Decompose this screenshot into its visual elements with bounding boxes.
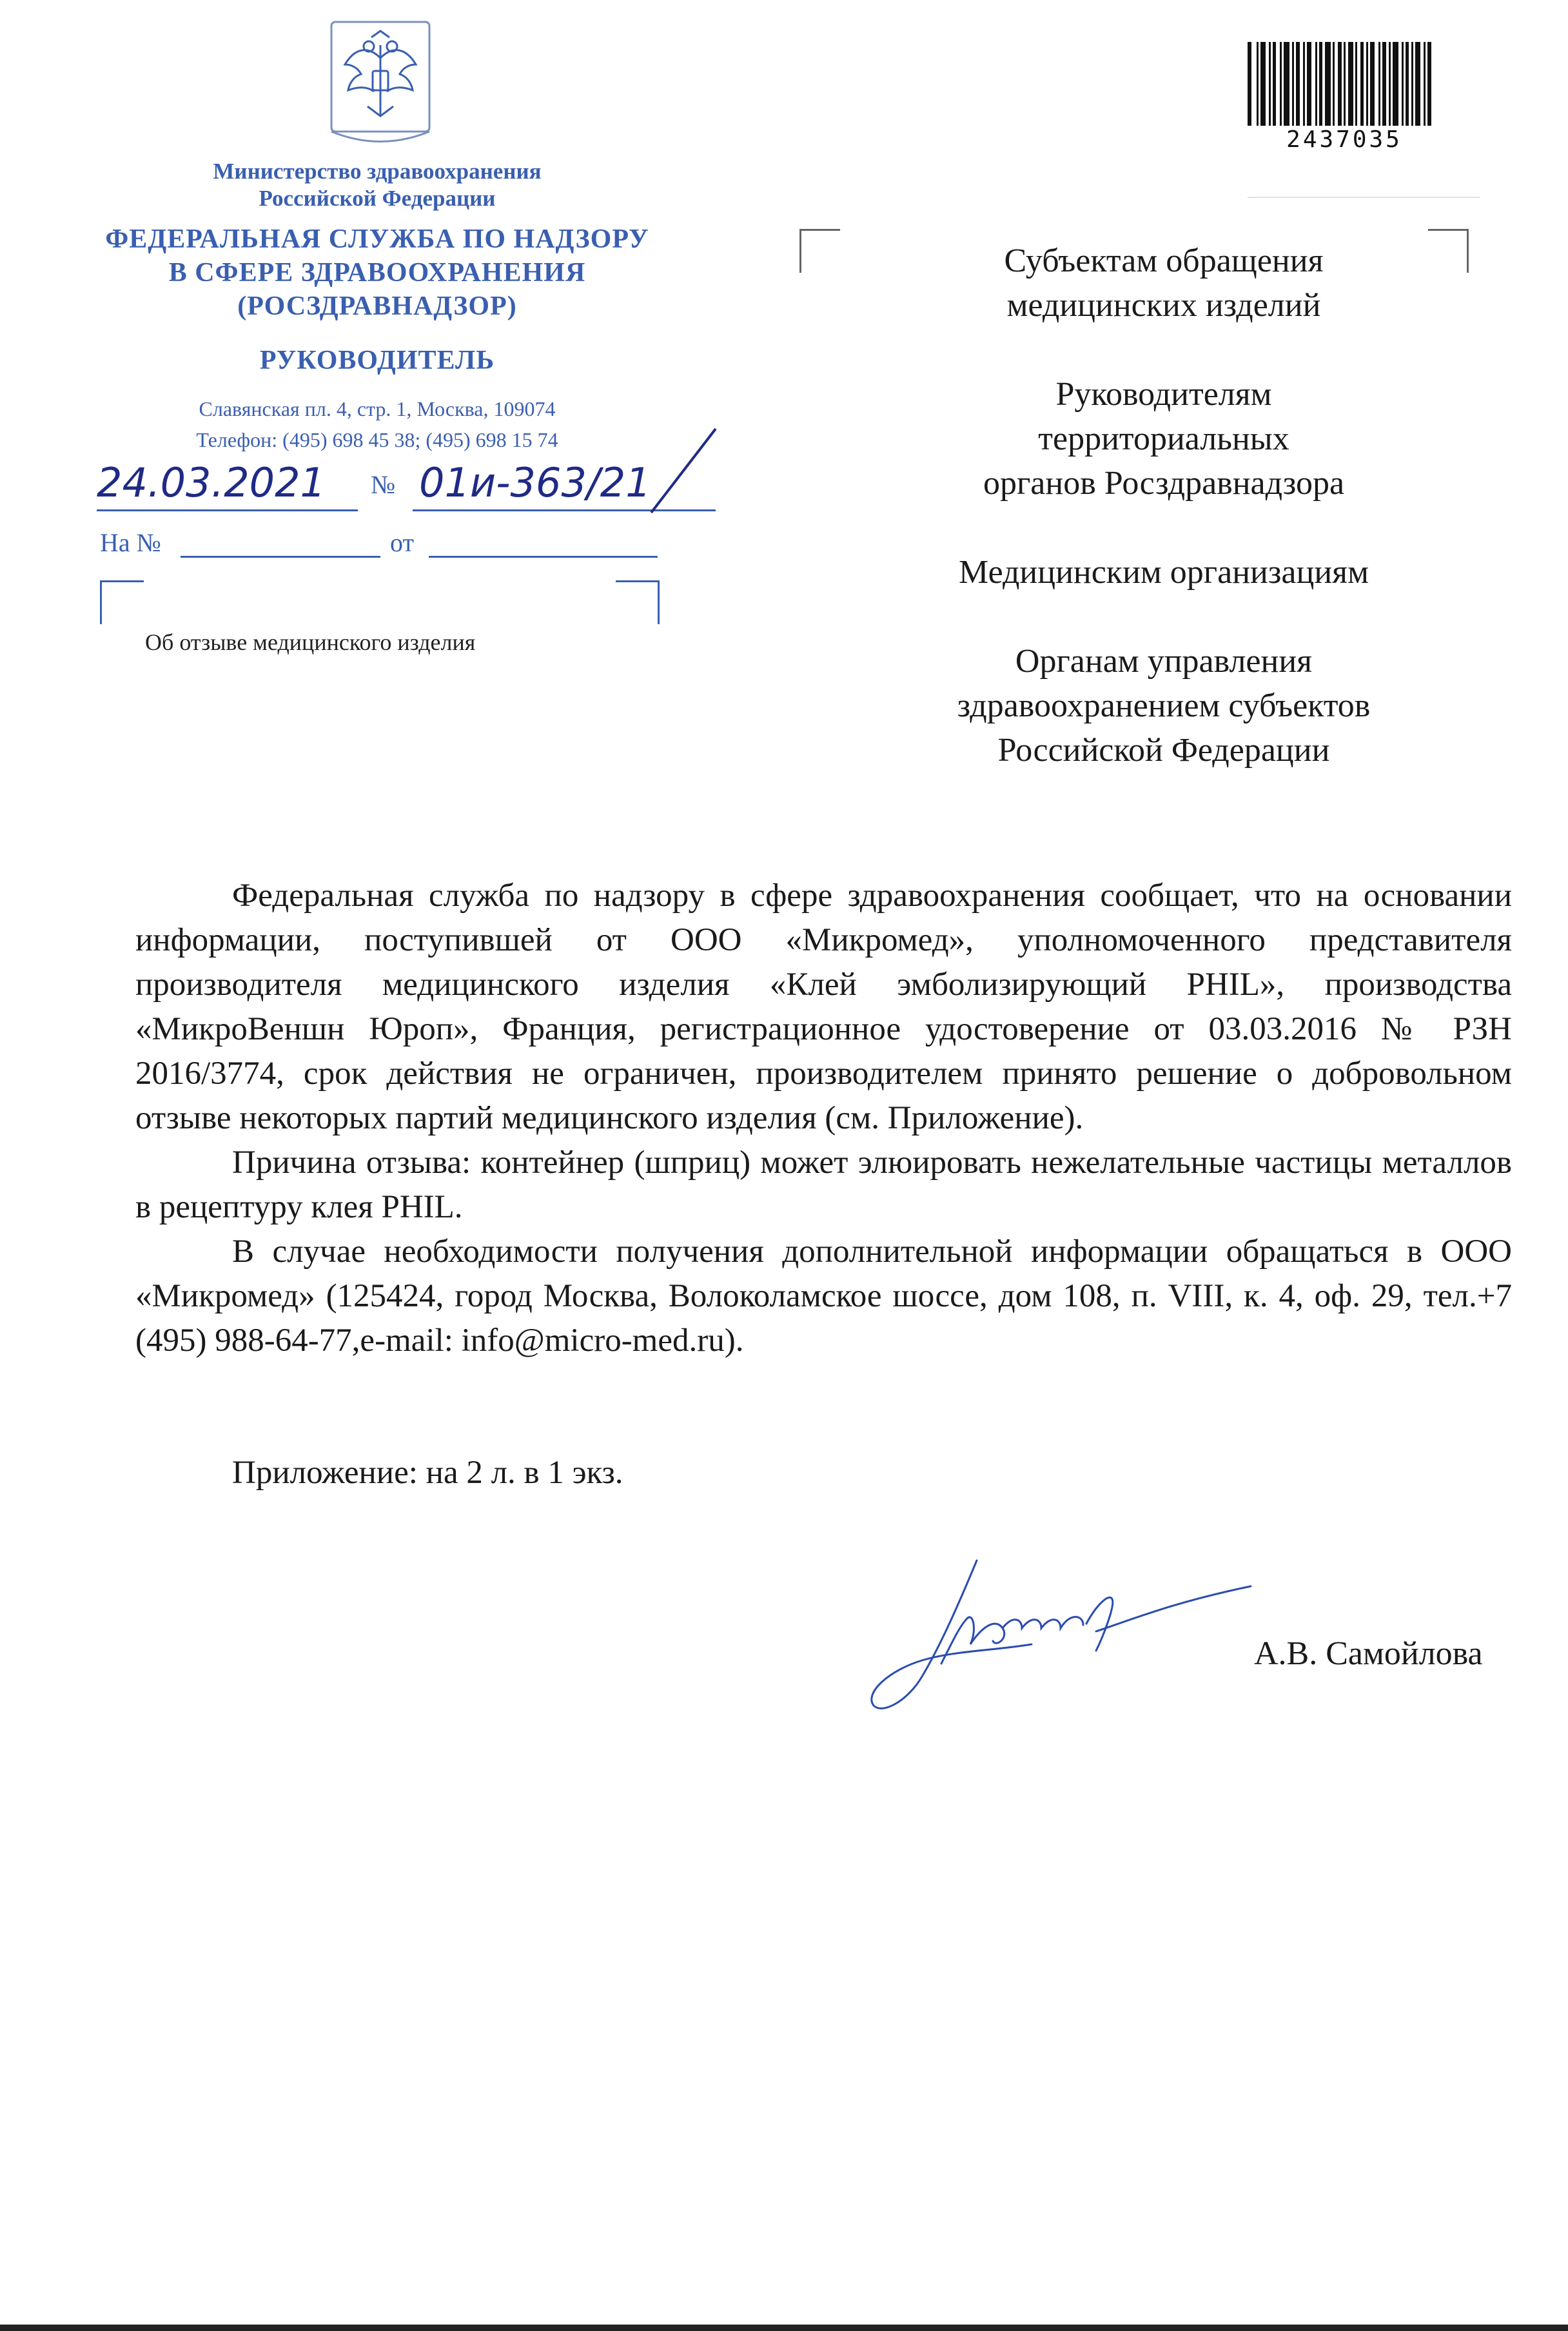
coat-of-arms-emblem — [329, 19, 432, 152]
service-line-2: В СФЕРЕ ЗДРАВООХРАНЕНИЯ — [168, 258, 586, 288]
addressee-group — [903, 639, 1425, 772]
address-block — [97, 393, 658, 455]
subject-corner-right — [616, 580, 660, 624]
addressee-line: Органам управления — [1015, 643, 1313, 680]
ref-number-label: На № — [100, 528, 161, 557]
ministry-line-1: Министерство здравоохранения — [213, 159, 542, 184]
service-name — [97, 222, 658, 323]
ref-number-line — [181, 556, 380, 558]
addressee-line: Субъектам обращения — [1004, 242, 1324, 279]
appendix-note: Приложение: на 2 л. в 1 экз. — [232, 1455, 623, 1491]
ministry-line-2: Российской Федерации — [259, 186, 496, 211]
body-paragraph-1: Федеральная служба по надзору в сфере здравоохранения сообщает, что на основании информации, поступившей от ООО «Микромед», уполномоченного представителя производителя медицинского изделия «Клей эмболизирующий PHIL», производства «МикроВеншн Юроп», Франция, регистрационное удостоверение от 03.03.2016 № РЗН 2016/3774, срок действия не ограничен, производителем принято решение о добровольном отзыве некоторых партий медицинского изделия (см. Приложение). — [135, 878, 1512, 1136]
addressee-corner-left — [799, 229, 840, 273]
scan-bottom-edge — [0, 2325, 1568, 2331]
body-paragraph-2: Причина отзыва: контейнер (шприц) может элюировать нежелательные частицы металлов в рецептуру клея PHIL. — [135, 1145, 1512, 1225]
addressee-list — [903, 239, 1425, 772]
ref-date-line — [429, 556, 658, 558]
phone-line: Телефон: (495) 698 45 38; (495) 698 15 74 — [196, 428, 558, 451]
addressee-line: Руководителям — [1055, 376, 1272, 413]
date-underline — [97, 509, 358, 511]
barcode — [1248, 42, 1441, 126]
barcode-number: 2437035 — [1286, 126, 1402, 153]
address-line: Славянская пл. 4, стр. 1, Москва, 109074 — [199, 397, 556, 420]
addressee-line: Российской Федерации — [997, 732, 1330, 769]
service-line-3: (РОСЗДРАВНАДЗОР) — [237, 291, 517, 321]
addressee-line: здравоохранением субъектов — [957, 687, 1371, 724]
handwritten-signature — [864, 1548, 1264, 1728]
addressee-group — [903, 372, 1425, 506]
number-slash-stroke — [638, 422, 729, 519]
ref-from-label: от — [390, 528, 414, 557]
addressee-line: Медицинским организациям — [959, 554, 1369, 591]
signer-name: А.В. Самойлова — [1254, 1635, 1483, 1672]
number-sign: № — [371, 470, 396, 499]
registration-date: 24.03.2021 — [97, 459, 326, 506]
letter-body — [135, 874, 1512, 1363]
addressee-corner-right — [1428, 229, 1469, 273]
letter-subject: Об отзыве медицинского изделия — [145, 629, 476, 655]
ministry-name — [97, 158, 658, 212]
registration-number: 01и-363/21 — [419, 459, 651, 506]
service-line-1: ФЕДЕРАЛЬНАЯ СЛУЖБА ПО НАДЗОРУ — [105, 224, 649, 254]
addressee-line: медицинских изделий — [1006, 287, 1321, 324]
addressee-group — [903, 550, 1425, 595]
addressee-line: территориальных — [1038, 420, 1289, 457]
addressee-group — [903, 239, 1425, 328]
addressee-line: органов Росздравнадзора — [983, 465, 1345, 502]
barcode-divider — [1248, 197, 1480, 198]
subject-corner-left — [100, 580, 144, 624]
body-paragraph-3: В случае необходимости получения дополнительной информации обращаться в ООО «Микромед» (125424, город Москва, Волоколамское шоссе, дом 108, п. VIII, к. 4, оф. 29, тел.+7 (495) 988-64-77,e-mail: info@micro-med.ru). — [135, 1234, 1512, 1359]
position-title: РУКОВОДИТЕЛЬ — [259, 346, 495, 375]
